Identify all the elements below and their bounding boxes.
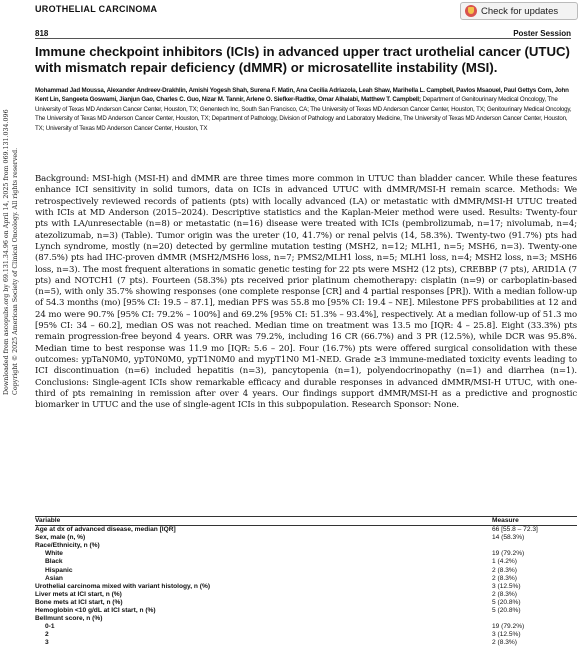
table-row bbox=[35, 534, 577, 542]
author-affiliations: Department of Genitourinary Medical Oncology, The University of Texas MD Anderson Cancer Center, Houston, TX; Genentech Inc, South San Francisco, CA; The University of Texas MD Anderson Cancer Center, Houston, TX; Genitourinary Medical Oncology, The University of Texas MD Anderson Cancer Center, Houston, TX; Department of Pathology, Division of Pathology and Laboratory Medicine, The University of Texas MD Anderson Cancer Center, Houston, TX; University of Texas MD Anderson Cancer Center, Houston, TX bbox=[35, 96, 572, 132]
table-cell-variable: Liver mets at ICI start, n (%) bbox=[35, 590, 122, 598]
table-cell-measure: 5 (20.8%) bbox=[492, 598, 521, 606]
table-row bbox=[35, 526, 577, 535]
table-cell-variable: Hispanic bbox=[45, 566, 73, 574]
table-cell-variable: White bbox=[45, 550, 63, 558]
table-cell-variable: 3 bbox=[45, 639, 49, 647]
table-row bbox=[35, 550, 577, 558]
table-row bbox=[35, 583, 577, 591]
table-cell-variable: Bone mets at ICI start, n (%) bbox=[35, 598, 123, 606]
table-row bbox=[35, 591, 577, 599]
table-cell-variable: 2 bbox=[45, 631, 49, 639]
copyright-notice-line: Copyright © 2025 American Society of Clinical Oncology. All rights reserved. bbox=[11, 147, 19, 395]
table-cell-measure: 19 (79.2%) bbox=[492, 550, 525, 558]
table-cell-variable: Black bbox=[45, 558, 63, 566]
table-row bbox=[35, 567, 577, 575]
table-body bbox=[35, 526, 577, 648]
header-rule bbox=[35, 38, 571, 39]
author-block bbox=[35, 86, 577, 133]
table-cell-measure: 2 (8.3%) bbox=[492, 639, 517, 647]
check-for-updates-button[interactable] bbox=[460, 2, 578, 20]
table-row bbox=[35, 623, 577, 631]
patient-characteristics-table bbox=[35, 516, 577, 648]
download-notice bbox=[3, 109, 20, 395]
check-for-updates-label: Check for updates bbox=[481, 5, 559, 17]
table-row bbox=[35, 615, 577, 623]
table-row bbox=[35, 599, 577, 607]
section-header: UROTHELIAL CARCINOMA bbox=[35, 4, 158, 14]
table-cell-variable: Asian bbox=[45, 574, 63, 582]
table-cell-measure: 1 (4.2%) bbox=[492, 558, 517, 566]
table-row bbox=[35, 631, 577, 639]
download-notice-line: Downloaded from ascopubs.org by 69.131.34.96 on April 14, 2025 from 069.131.034.096 bbox=[3, 109, 10, 395]
table-cell-variable: Bellmunt score, n (%) bbox=[35, 615, 103, 623]
table-header-measure: Measure bbox=[492, 517, 577, 526]
table-cell-measure: 3 (12.5%) bbox=[492, 631, 521, 639]
table-cell-measure: 2 (8.3%) bbox=[492, 574, 517, 582]
table-header-variable: Variable bbox=[35, 517, 492, 526]
table-row bbox=[35, 542, 577, 550]
table-cell-measure: 2 (8.3%) bbox=[492, 566, 517, 574]
table-row bbox=[35, 607, 577, 615]
abstract-body: Background: MSI-high (MSI-H) and dMMR are three times more common in UTUC than bladder cancer. While these features enhance ICI sensitivity in solid tumors, data on ICIs in advanced UTUC with dMMR/MSI-H remain scarce. Methods: We retrospectively reviewed records of patients (pts) with locally advanced (LA) or metastatic with dMMR/MSI-H UTUC treated with ICIs at MD Anderson (2015–2024). Descriptive statistics and the Kaplan-Meier method were used. Results: Twenty-four pts with LA/unresectable (n=8) or metastatic (n=16) disease were treated with ICIs (pembrolizumab, n=17; nivolumab, n=4; atezolizumab, n=3) (Table). Tumor origin was the ureter (10, 41.7%) or renal pelvis (14, 58.3%). Twenty-two (91.7%) pts had Lynch syndrome, mostly (n=20) detected by germline mutation testing (MSH2, n=12; MLH1, n=5; MSH6, n=3). Twenty-one (87.5%) pts had IHC-proven dMMR (MSH2/MSH6 loss, n=7; PMS2/MLH1 loss, n=5; MLH1 loss, n=4; MSH2 loss, n=3; MSH6 loss, n=3). The most frequent alterations in somatic genetic testing for 22 pts were MSH2 (12 pts), CREBBP (7 pts), ARID1A (7 pts) and NOTCH1 (7 pts). Fourteen (58.3%) pts received prior platinum chemotherapy: cisplatin (n=9) or carboplatin-based (n=5), with only 35.7% showing responses (one complete response [CR] and 4 partial responses [PR]). With a median follow-up of 54.3 months (mo) [95% CI: 19.5 – 87.1], median PFS was 55.8 mo [95% CI: 19.4 – NE]. Milestone PFS probabilities at 12 and 24 mo were 90.7% [95% CI: 79.2% – 100%] and 69.2% [95% CI: 51.3% – 93.4%], respectively. At a median follow-up of 51.3 mo [95% CI: 34 – 60.2], median OS was not reached. Median time on treatment was 13.5 mo [IQR: 4 – 25.8]. Eight (33.3%) pts remain progression-free beyond 4 years. ORR was 79.2%, including 16 CR (66.7%) and 3 PR (12.5%), while DCR was 95.8%. Median time to best response was 11.9 mo [IQR: 5.6 – 20]. Four (16.7%) pts were offered surgical consolidation with these outcomes: ypTaN0M0, ypT0N0M0, ypT1N0M0 and mypT1N0 M1-NED. Grade ≥3 immune-mediated toxicity events leading to ICI discontinuation (n=6) included hepatitis (n=3), pancytopenia (n=1), polyendocrinopathy (n=1) and diarrhea (n=1). Conclusions: Single-agent ICIs show remarkable efficacy and durable responses in advanced dMMR/MSI-H UTUC, with one-third of pts remaining in remission after over 4 years. Our findings support dMMR/MSI-H as a predictive and prognostic biomarker in UTUC and the use of single-agent ICIs in this subpopulation. Research Sponsor: None. bbox=[35, 174, 577, 411]
table-cell-measure: 5 (20.8%) bbox=[492, 607, 521, 615]
table-cell-variable: 0-1 bbox=[45, 623, 55, 631]
table-cell-measure bbox=[492, 542, 577, 550]
table-cell-measure: 14 (58.3%) bbox=[492, 534, 525, 542]
table-cell-measure: 3 (12.5%) bbox=[492, 582, 521, 590]
table-row bbox=[35, 575, 577, 583]
table-cell-measure: 2 (8.3%) bbox=[492, 590, 517, 598]
table-header-row bbox=[35, 517, 577, 526]
table-row bbox=[35, 639, 577, 647]
author-names: Mohammad Jad Moussa, Alexander Andreev-Drakhlin, Amishi Yogesh Shah, Surena F. Matin, Ana Cecilia Adriazola, Leah Shaw, Marihella L. Campbell, Pavlos Msaouel, Paul Gettys Corn, John Kent Lin, Sangeeta Goswami, Jianjun Gao, Charles C. Guo, Nizar M. Tannir, Arlene O. Siefker-Radtke, Omar Alhalabi, Matthew T. Campbell; bbox=[35, 87, 569, 104]
table-cell-variable: Sex, male (n, %) bbox=[35, 534, 86, 542]
table-row bbox=[35, 558, 577, 566]
table-cell-variable: Race/Ethnicity, n (%) bbox=[35, 542, 100, 550]
table-cell-variable: Urothelial carcinoma mixed with variant histology, n (%) bbox=[35, 582, 211, 590]
table-cell-variable: Hemoglobin <10 g/dL at ICI start, n (%) bbox=[35, 607, 156, 615]
page-number: 818 bbox=[35, 29, 49, 38]
table-cell-measure bbox=[492, 615, 577, 623]
table-cell-measure: 66 [55.8 – 72.3] bbox=[492, 526, 538, 534]
table-cell-measure: 19 (79.2%) bbox=[492, 623, 525, 631]
table-cell-variable: Age at dx of advanced disease, median [IQR] bbox=[35, 526, 176, 534]
abstract-title: Immune checkpoint inhibitors (ICIs) in advanced upper tract urothelial cancer (UTUC) with mismatch repair deficiency (dMMR) or microsatellite instability (MSI). bbox=[35, 44, 570, 75]
crossmark-icon bbox=[465, 5, 477, 17]
session-label: Poster Session bbox=[513, 29, 571, 38]
